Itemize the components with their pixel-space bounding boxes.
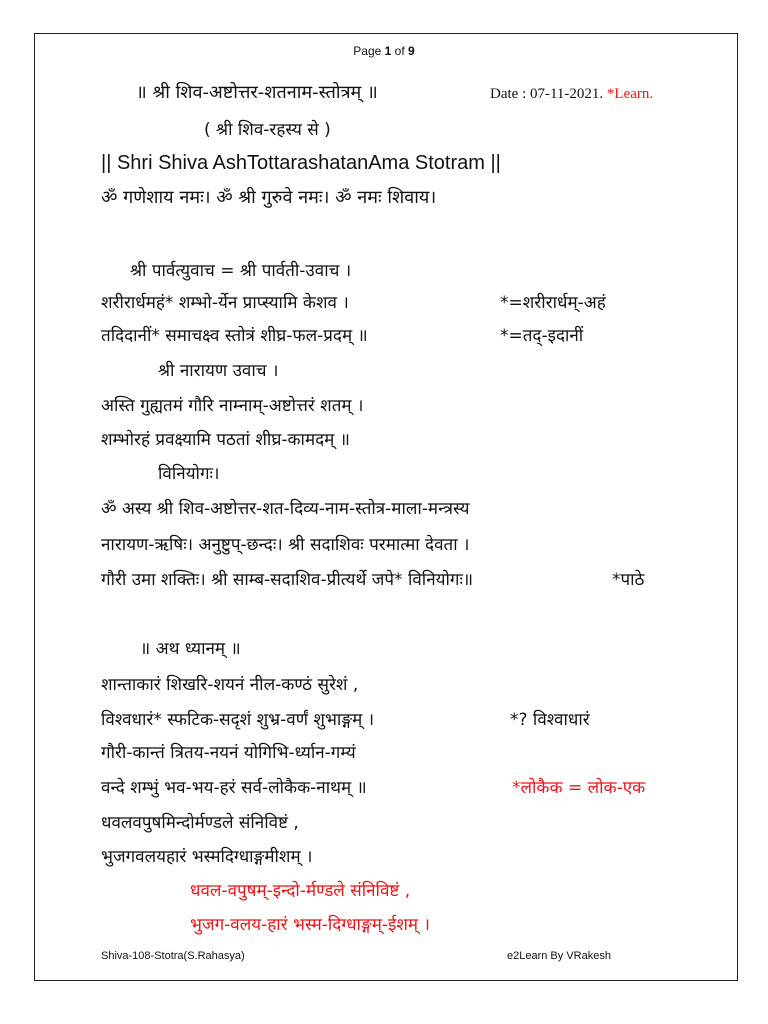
verse-line: ॐ अस्य श्री शिव-अष्टोत्तर-शत-दिव्य-नाम-स्तोत्र-माला-मन्त्रस्य (101, 499, 470, 519)
dhyana-note: *? विश्वाधारं (510, 710, 590, 730)
dhyana-line: भुजगवलयहारं भस्मदिग्धाङ्गमीशम् । (101, 847, 313, 867)
dhyana-red-line: भुजग-वलय-हारं भस्म-दिग्धाङ्गम्-ईशम् । (190, 915, 430, 935)
invocation-line: ॐ गणेशाय नमः। ॐ श्री गुरुवे नमः। ॐ नमः शिवाय। (101, 187, 437, 208)
learn-note: *Learn. (606, 86, 654, 102)
footer-right: e2Learn By VRakesh (507, 950, 611, 962)
dhyana-note: *लोकैक = लोक-एक (512, 778, 646, 798)
verse-note: *=तद्-इदानीं (500, 326, 584, 346)
verse-note: *=शरीरार्धम्-अहं (500, 293, 606, 313)
verse-line: तदिदानीं* समाचक्ष्व स्तोत्रं शीघ्र-फल-प्रदम् ॥ (101, 326, 368, 346)
source-subtitle: ( श्री शिव-रहस्य से ) (204, 120, 331, 140)
roman-title: || Shri Shiva AshTottarashatanAma Stotram || (101, 152, 501, 174)
verse-line: शम्भोरहं प्रवक्ष्यामि पठतां शीघ्र-कामदम् ॥ (101, 430, 350, 450)
footer-left: Shiva-108-Stotra(S.Rahasya) (101, 950, 245, 962)
verse-line: श्री नारायण उवाच । (158, 361, 279, 381)
verse-line: नारायण-ऋषिः। अनुष्टुप्-छन्दः। श्री सदाशिवः परमात्मा देवता । (101, 535, 470, 555)
verse-line: श्री पार्वत्युवाच = श्री पार्वती-उवाच । (130, 261, 352, 281)
verse-line: अस्ति गुह्यतमं गौरि नाम्नाम्-अष्टोत्तरं शतम् । (101, 396, 364, 416)
dhyana-line: गौरी-कान्तं त्रितय-नयनं योगिभि-र्ध्यान-गम्यं (101, 743, 356, 763)
verse-line: शरीरार्धमहं* शम्भो-र्येन प्राप्स्यामि केशव । (101, 293, 349, 313)
dhyana-line: विश्वधारं* स्फटिक-सदृशं शुभ्र-वर्णं शुभाङ्गम् । (101, 710, 375, 730)
dhyana-line: धवलवपुषमिन्दोर्मण्डले संनिविष्टं , (101, 813, 299, 833)
verse-line: गौरी उमा शक्तिः। श्री साम्ब-सदाशिव-प्रीत्यर्थे जपे* विनियोगः॥ (101, 570, 474, 590)
verse-line: विनियोगः। (158, 464, 220, 484)
dhyana-heading: ॥ अथ ध्यानम् ॥ (140, 639, 241, 659)
dhyana-line: वन्दे शम्भुं भव-भय-हरं सर्व-लोकैक-नाथम् ॥ (101, 778, 367, 798)
verse-note: *पाठे (612, 570, 645, 590)
date-stamp: Date : 07-11-2021. *Learn. (490, 86, 654, 102)
document-title: ॥ श्री शिव-अष्टोत्तर-शतनाम-स्तोत्रम् ॥ (136, 82, 378, 103)
page-number: Page 1 of 9 (353, 44, 415, 58)
dhyana-red-line: धवल-वपुषम्-इन्दो-र्मण्डले संनिविष्टं , (190, 881, 411, 901)
dhyana-line: शान्ताकारं शिखरि-शयनं नील-कण्ठं सुरेशं , (101, 675, 359, 695)
